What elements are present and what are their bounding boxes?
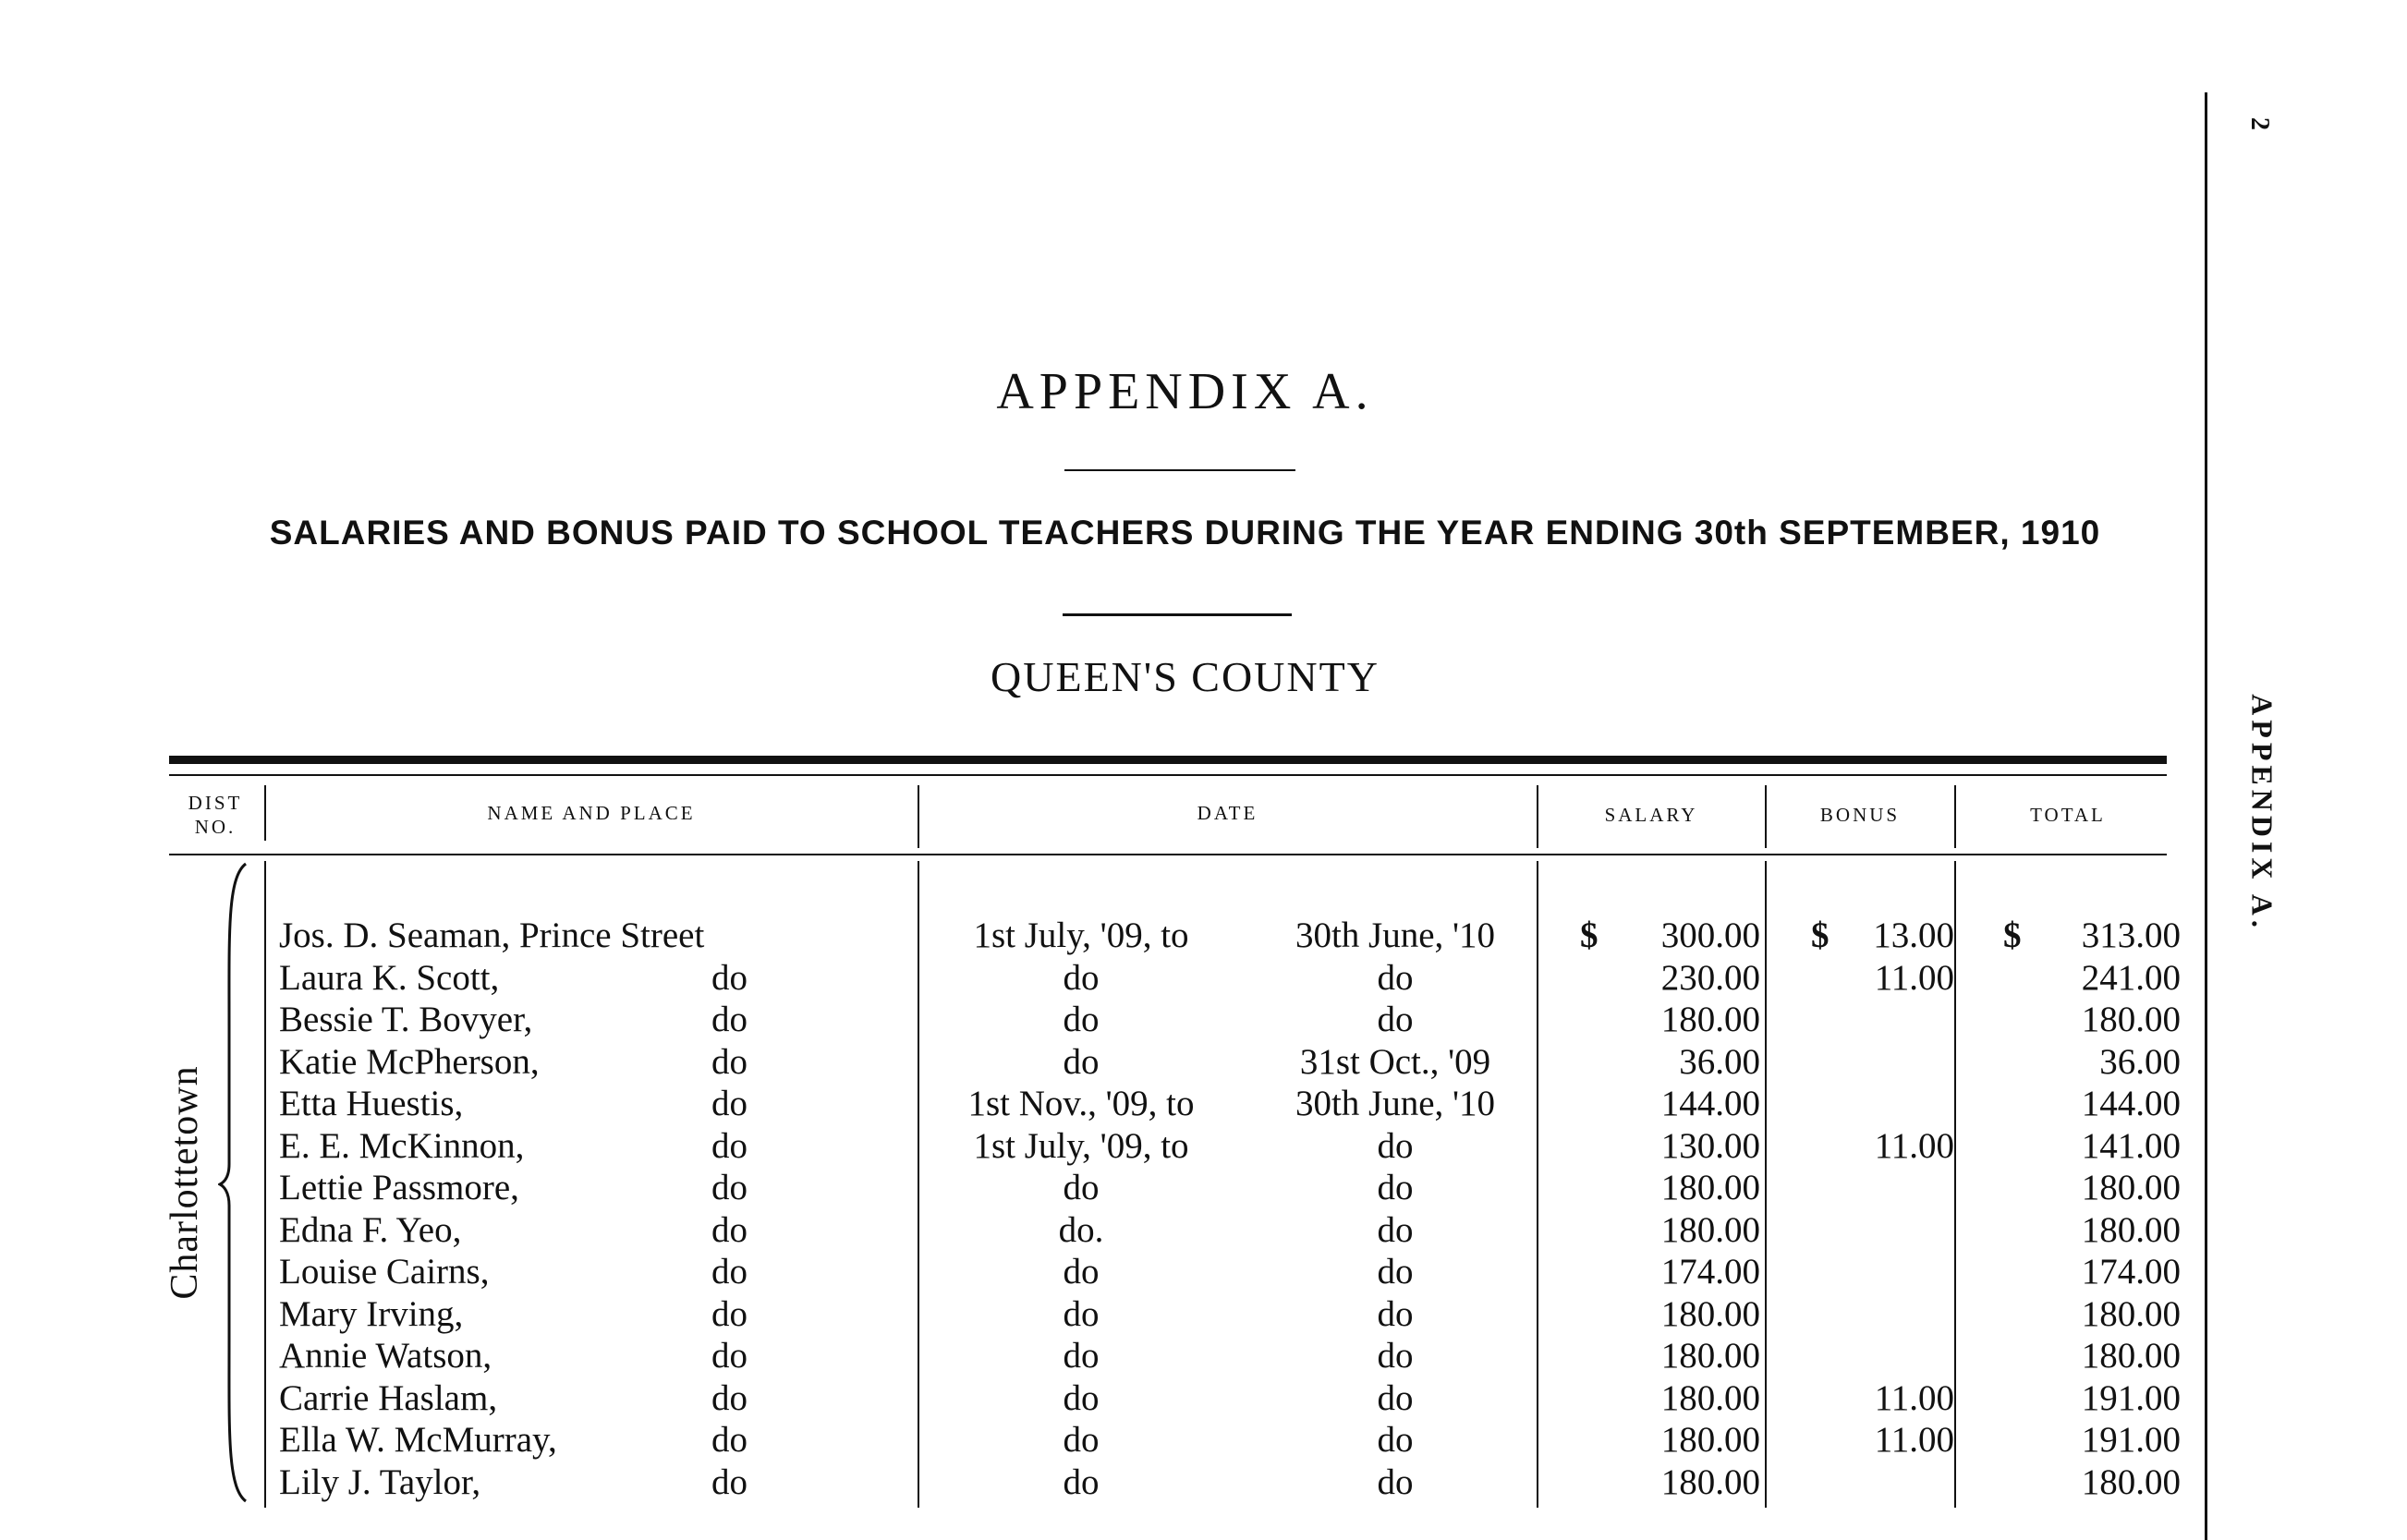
total-cell: 144.00: [2081, 1084, 2181, 1123]
total-cell: 180.00: [2081, 1000, 2181, 1039]
total-cell: 174.00: [2081, 1252, 2181, 1291]
table-top-rule-thin: [169, 774, 2167, 776]
total-cell: 180.00: [2081, 1336, 2181, 1376]
table-row: [0, 1125, 2370, 1167]
salary-cell: 180.00: [1660, 1377, 1760, 1418]
place: do: [711, 1293, 748, 1334]
salary-cell: 300.00: [1660, 916, 1760, 955]
table-row: [0, 1335, 2370, 1376]
table-row: [0, 1293, 2370, 1335]
date-to: do: [1377, 1209, 1414, 1250]
table-row: [0, 1041, 2370, 1083]
teacher-name: E. E. McKinnon,: [279, 1125, 525, 1166]
date-to: do: [1377, 1000, 1414, 1039]
total-cell: 141.00: [2081, 1125, 2181, 1166]
header-total: TOTAL: [2030, 804, 2106, 826]
teacher-name: Bessie T. Bovyer,: [279, 1000, 533, 1039]
table-row: [0, 1461, 2370, 1503]
table-top-rule: [169, 756, 2167, 764]
table-row: [0, 957, 2370, 999]
col-divider: [264, 785, 266, 841]
header-date: DATE: [1197, 802, 1258, 824]
salary-dollar-sign: $: [1580, 916, 1599, 955]
bonus-cell: 11.00: [1874, 1420, 1954, 1460]
col-divider: [1765, 785, 1767, 848]
table-row: [0, 1377, 2370, 1419]
teacher-name: Ella W. McMurray,: [279, 1420, 557, 1460]
teacher-name: Carrie Haslam,: [279, 1377, 498, 1418]
date-to: do: [1377, 1252, 1414, 1291]
salary-cell: 180.00: [1660, 1000, 1760, 1039]
table-row: [0, 999, 2370, 1040]
date-from: do: [1063, 1461, 1100, 1502]
place: do: [711, 1000, 748, 1039]
date-from: do: [1063, 1377, 1100, 1418]
teacher-name: Laura K. Scott,: [279, 957, 500, 998]
teacher-name: Lettie Passmore,: [279, 1168, 519, 1207]
place: do: [711, 1336, 748, 1376]
date-from: do: [1063, 1252, 1100, 1291]
place: do: [711, 1252, 748, 1291]
place: do: [711, 1420, 748, 1460]
date-to: do: [1377, 1420, 1414, 1460]
date-to: do: [1377, 1336, 1414, 1376]
header-bottom-rule: [169, 854, 2167, 855]
total-cell: 313.00: [2081, 916, 2181, 955]
date-from: do.: [1058, 1209, 1104, 1250]
place: do: [711, 1041, 748, 1082]
page-number: 2: [2245, 117, 2274, 130]
header-dist-no: DIST NO.: [188, 792, 243, 838]
teacher-name: Mary Irving,: [279, 1293, 464, 1334]
salary-cell: 180.00: [1660, 1293, 1760, 1334]
table-row: [0, 1083, 2370, 1124]
place: do: [711, 1084, 748, 1123]
total-cell: 191.00: [2081, 1377, 2181, 1418]
salary-cell: 130.00: [1660, 1125, 1760, 1166]
page-title: APPENDIX A.: [996, 363, 1374, 420]
total-cell: 180.00: [2081, 1461, 2181, 1502]
teacher-name: Jos. D. Seaman, Prince Street: [279, 916, 705, 955]
bonus-cell: 11.00: [1874, 957, 1954, 998]
header-bonus: BONUS: [1819, 804, 1901, 826]
total-cell: 180.00: [2081, 1168, 2181, 1207]
teacher-name: Lily J. Taylor,: [279, 1461, 481, 1502]
date-from: 1st July, '09, to: [973, 1125, 1189, 1166]
header-salary: SALARY: [1604, 804, 1698, 826]
date-to: do: [1377, 1125, 1414, 1166]
subtitle-divider: [1063, 613, 1292, 616]
place: do: [711, 1168, 748, 1207]
teacher-name: Annie Watson,: [279, 1336, 492, 1376]
bonus-cell: 13.00: [1873, 916, 1954, 955]
running-head: APPENDIX A.: [2245, 694, 2279, 932]
date-to: do: [1377, 1461, 1414, 1502]
date-to: do: [1377, 957, 1414, 998]
date-from: 1st Nov., '09, to: [967, 1084, 1195, 1123]
salary-cell: 144.00: [1660, 1084, 1760, 1123]
date-from: do: [1063, 1041, 1100, 1082]
total-cell: 191.00: [2081, 1420, 2181, 1460]
total-cell: 180.00: [2081, 1209, 2181, 1250]
total-cell: 241.00: [2081, 957, 2181, 998]
place: do: [711, 1125, 748, 1166]
place: do: [711, 1377, 748, 1418]
date-from: 1st July, '09, to: [973, 916, 1189, 955]
date-to: 31st Oct., '09: [1299, 1041, 1491, 1082]
total-cell: 36.00: [2099, 1041, 2181, 1082]
teacher-name: Katie McPherson,: [279, 1041, 540, 1082]
page-subtitle: SALARIES AND BONUS PAID TO SCHOOL TEACHERS DURING THE YEAR ENDING 30th SEPTEMBER, 1910: [269, 514, 2101, 552]
teacher-name: Edna F. Yeo,: [279, 1209, 462, 1250]
total-cell: 180.00: [2081, 1293, 2181, 1334]
bonus-cell: 11.00: [1874, 1377, 1954, 1418]
salary-cell: 180.00: [1660, 1168, 1760, 1207]
total-dollar-sign: $: [2003, 916, 2022, 955]
county-heading: QUEEN'S COUNTY: [991, 653, 1380, 700]
table-row: [0, 1419, 2370, 1461]
header-name-place: NAME AND PLACE: [487, 802, 696, 824]
title-divider: [1064, 469, 1295, 471]
table-row: [0, 915, 2370, 956]
table-row: [0, 1209, 2370, 1251]
date-from: do: [1063, 1293, 1100, 1334]
date-to: do: [1377, 1293, 1414, 1334]
date-from: do: [1063, 1168, 1100, 1207]
teacher-name: Louise Cairns,: [279, 1252, 490, 1291]
salary-cell: 36.00: [1679, 1041, 1760, 1082]
salary-cell: 180.00: [1660, 1461, 1760, 1502]
bonus-dollar-sign: $: [1811, 916, 1830, 955]
date-from: do: [1063, 1000, 1100, 1039]
district-label: Charlottetown: [164, 1065, 206, 1300]
place: do: [711, 957, 748, 998]
place: do: [711, 1461, 748, 1502]
date-from: do: [1063, 957, 1100, 998]
table-row: [0, 1251, 2370, 1292]
date-from: do: [1063, 1420, 1100, 1460]
date-to: 30th June, '10: [1295, 1084, 1496, 1123]
table-row: [0, 1167, 2370, 1208]
col-divider: [1954, 785, 1956, 848]
salary-cell: 180.00: [1660, 1209, 1760, 1250]
salary-cell: 230.00: [1660, 957, 1760, 998]
date-to: 30th June, '10: [1295, 916, 1496, 955]
salary-cell: 180.00: [1660, 1420, 1760, 1460]
date-to: do: [1377, 1168, 1414, 1207]
place: do: [711, 1209, 748, 1250]
salary-cell: 180.00: [1660, 1336, 1760, 1376]
salary-cell: 174.00: [1660, 1252, 1760, 1291]
date-from: do: [1063, 1336, 1100, 1376]
bonus-cell: 11.00: [1874, 1125, 1954, 1166]
col-divider: [1537, 785, 1538, 848]
date-to: do: [1377, 1377, 1414, 1418]
col-divider: [918, 785, 919, 848]
teacher-name: Etta Huestis,: [279, 1084, 464, 1123]
